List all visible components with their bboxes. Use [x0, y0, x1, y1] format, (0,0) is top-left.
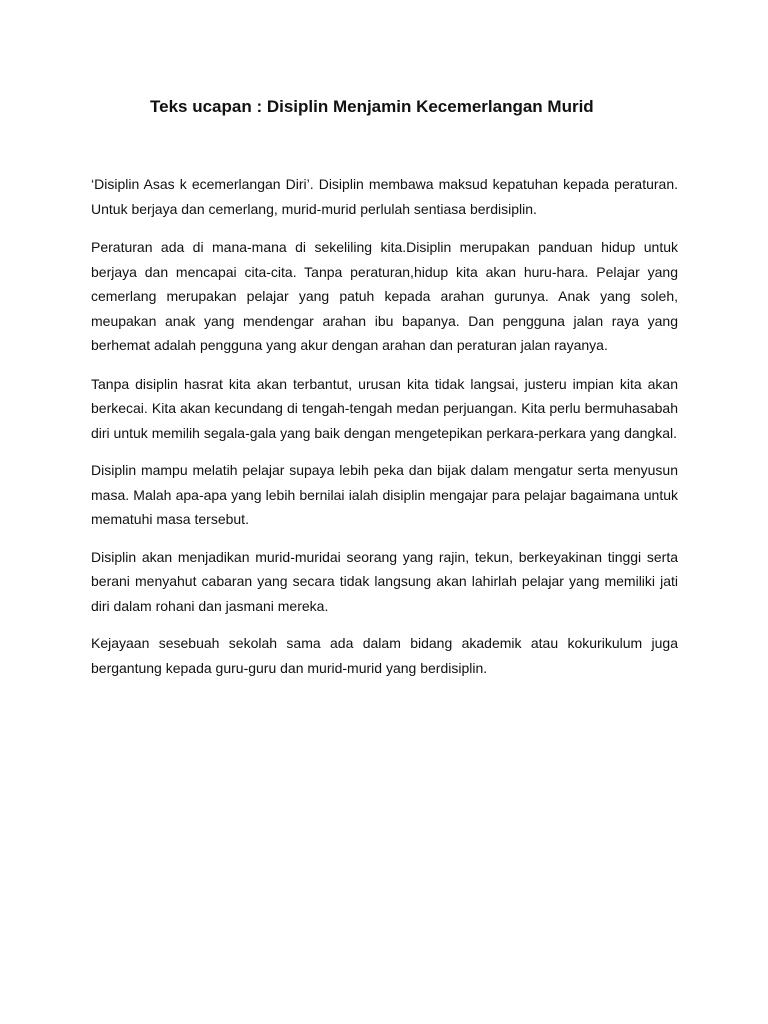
paragraph-5: Disiplin akan menjadikan murid-muridai seorang yang rajin, tekun, berkeyakinan tinggi serta berani menyahut cabaran yang secara tidak langsung akan lahirlah pelajar yang memiliki jati diri dalam rohani dan jasmani mereka.	[91, 548, 678, 614]
paragraph-1: ‘Disiplin Asas k ecemerlangan Diri’. Disiplin membawa maksud kepatuhan kepada peraturan. Untuk berjaya dan cemerlang, murid-murid perlulah sentiasa berdisiplin.	[91, 176, 678, 217]
document-title: Teks ucapan : Disiplin Menjamin Kecemerlangan Murid	[150, 97, 594, 116]
document-body	[91, 172, 678, 692]
paragraph-3: Tanpa disiplin hasrat kita akan terbantut, urusan kita tidak langsai, justeru impian kita akan berkecai. Kita akan kecundang di tengah-tengah medan perjuangan. Kita perlu bermuhasabah diri untuk memilih segala-gala yang baik dengan mengetepikan perkara-perkara yang dangkal.	[91, 375, 678, 441]
paragraph-6: Kejayaan sesebuah sekolah sama ada dalam bidang akademik atau kokurikulum juga bergantung kepada guru-guru dan murid-murid yang berdisiplin.	[91, 635, 678, 676]
paragraph-4: Disiplin mampu melatih pelajar supaya lebih peka dan bijak dalam mengatur serta menyusun masa. Malah apa-apa yang lebih bernilai ialah disiplin mengajar para pelajar bagaimana untuk mematuhi masa tersebut.	[91, 462, 678, 527]
paragraph-2: Peraturan ada di mana-mana di sekeliling kita.Disiplin merupakan panduan hidup untuk berjaya dan mencapai cita-cita. Tanpa peraturan,hidup kita akan huru-hara. Pelajar yang cemerlang merupakan pelajar yang patuh kepada arahan gurunya. Anak yang soleh, meupakan anak yang mendengar arahan ibu bapanya. Dan pengguna jalan raya yang berhemat adalah pengguna yang akur dengan arahan dan peraturan jalan rayanya.	[91, 239, 678, 353]
